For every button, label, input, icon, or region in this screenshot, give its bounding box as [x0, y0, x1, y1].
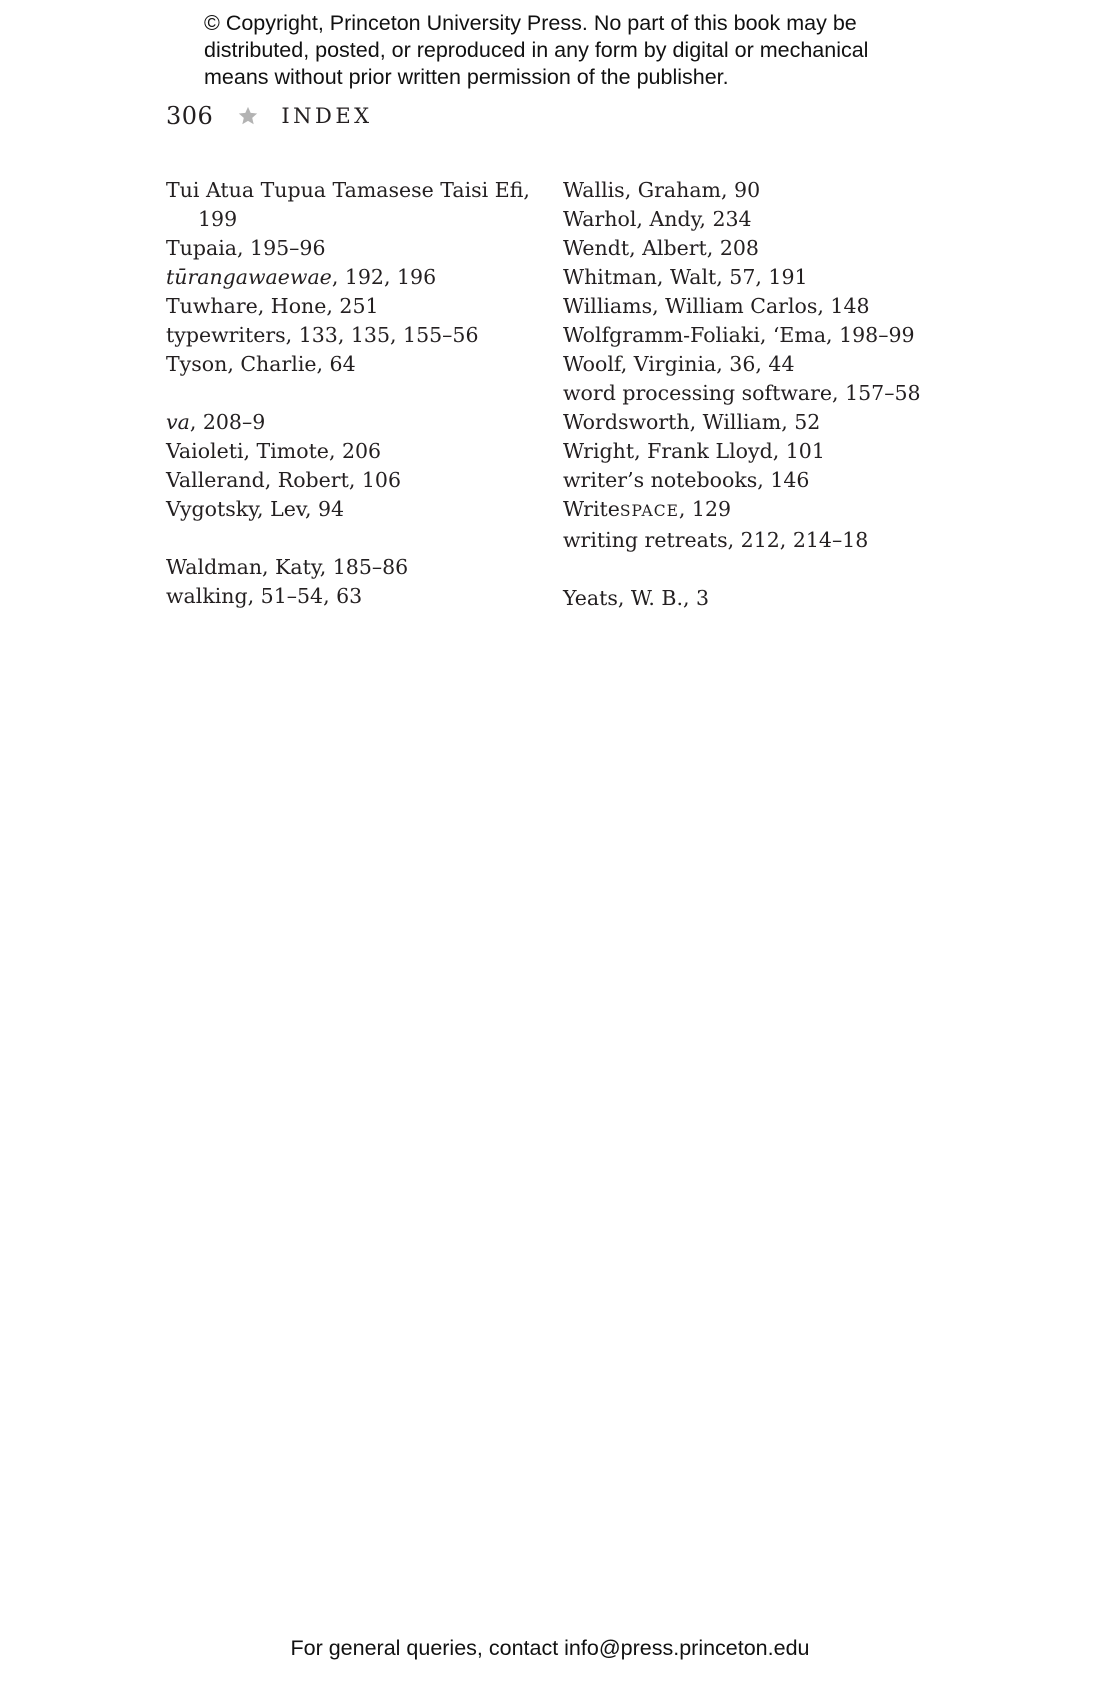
copyright-line: © Copyright, Princeton University Press. No part of this book may be — [204, 11, 857, 35]
copyright-line: distributed, posted, or reproduced in any form by digital or mechanical — [204, 38, 869, 62]
index-column-left — [166, 176, 546, 611]
letter-group-gap — [166, 379, 546, 408]
section-title: INDEX — [281, 104, 373, 128]
index-entry — [166, 408, 546, 437]
index-entry: walking, 51–54, 63 — [166, 584, 363, 608]
index-entry-prefix: Write — [563, 497, 620, 521]
index-entry — [563, 495, 963, 526]
index-entry: Tyson, Charlie, 64 — [166, 352, 356, 376]
index-entry: writer’s notebooks, 146 — [563, 468, 810, 492]
footer-contact: For general queries, contact info@press.princeton.edu — [290, 1636, 810, 1660]
index-entry: Waldman, Katy, 185–86 — [166, 555, 409, 579]
index-entry-smallcaps: SPACE — [619, 502, 679, 520]
index-entry: Wolfgramm-Foliaki, ‘Ema, 198–99 — [563, 323, 915, 347]
index-entry: typewriters, 133, 135, 155–56 — [166, 323, 479, 347]
copyright-line: means without prior written permission of the publisher. — [204, 65, 729, 89]
index-entry-pages: , 129 — [678, 497, 732, 521]
index-entry: Williams, William Carlos, 148 — [563, 294, 870, 318]
page-number: 306 — [166, 102, 214, 130]
index-column-right — [563, 176, 963, 613]
star-icon — [237, 105, 259, 127]
index-entry: Vallerand, Robert, 106 — [166, 468, 401, 492]
letter-group-gap — [166, 524, 546, 553]
index-entry: Whitman, Walt, 57, 191 — [563, 265, 808, 289]
index-entry: Yeats, W. B., 3 — [563, 586, 710, 610]
index-entry: Vygotsky, Lev, 94 — [166, 497, 345, 521]
index-entry-pages: , 192, 196 — [331, 265, 437, 289]
index-entry — [166, 263, 546, 292]
running-head — [166, 96, 373, 136]
copyright-notice — [204, 10, 924, 91]
index-entry-pages: , 208–9 — [189, 410, 266, 434]
index-entry: Woolf, Virginia, 36, 44 — [563, 352, 795, 376]
index-entry: Vaioleti, Timote, 206 — [166, 439, 382, 463]
index-entry: Wright, Frank Lloyd, 101 — [563, 439, 825, 463]
index-entry: word processing software, 157–58 — [563, 381, 921, 405]
index-entry: writing retreats, 212, 214–18 — [563, 528, 869, 552]
index-entry: Tupaia, 195–96 — [166, 236, 326, 260]
index-entry: Tuwhare, Hone, 251 — [166, 294, 379, 318]
index-entry: Warhol, Andy, 234 — [563, 207, 752, 231]
index-entry: Wordsworth, William, 52 — [563, 410, 821, 434]
index-entry-italic: va — [166, 410, 190, 434]
index-entry: Wallis, Graham, 90 — [563, 178, 761, 202]
index-entry: Wendt, Albert, 208 — [563, 236, 759, 260]
letter-group-gap — [563, 555, 963, 584]
index-entry-italic: tūrangawaewae — [166, 265, 332, 289]
index-entry: Tui Atua Tupua Tamasese Taisi Efi, 199 — [166, 178, 530, 231]
